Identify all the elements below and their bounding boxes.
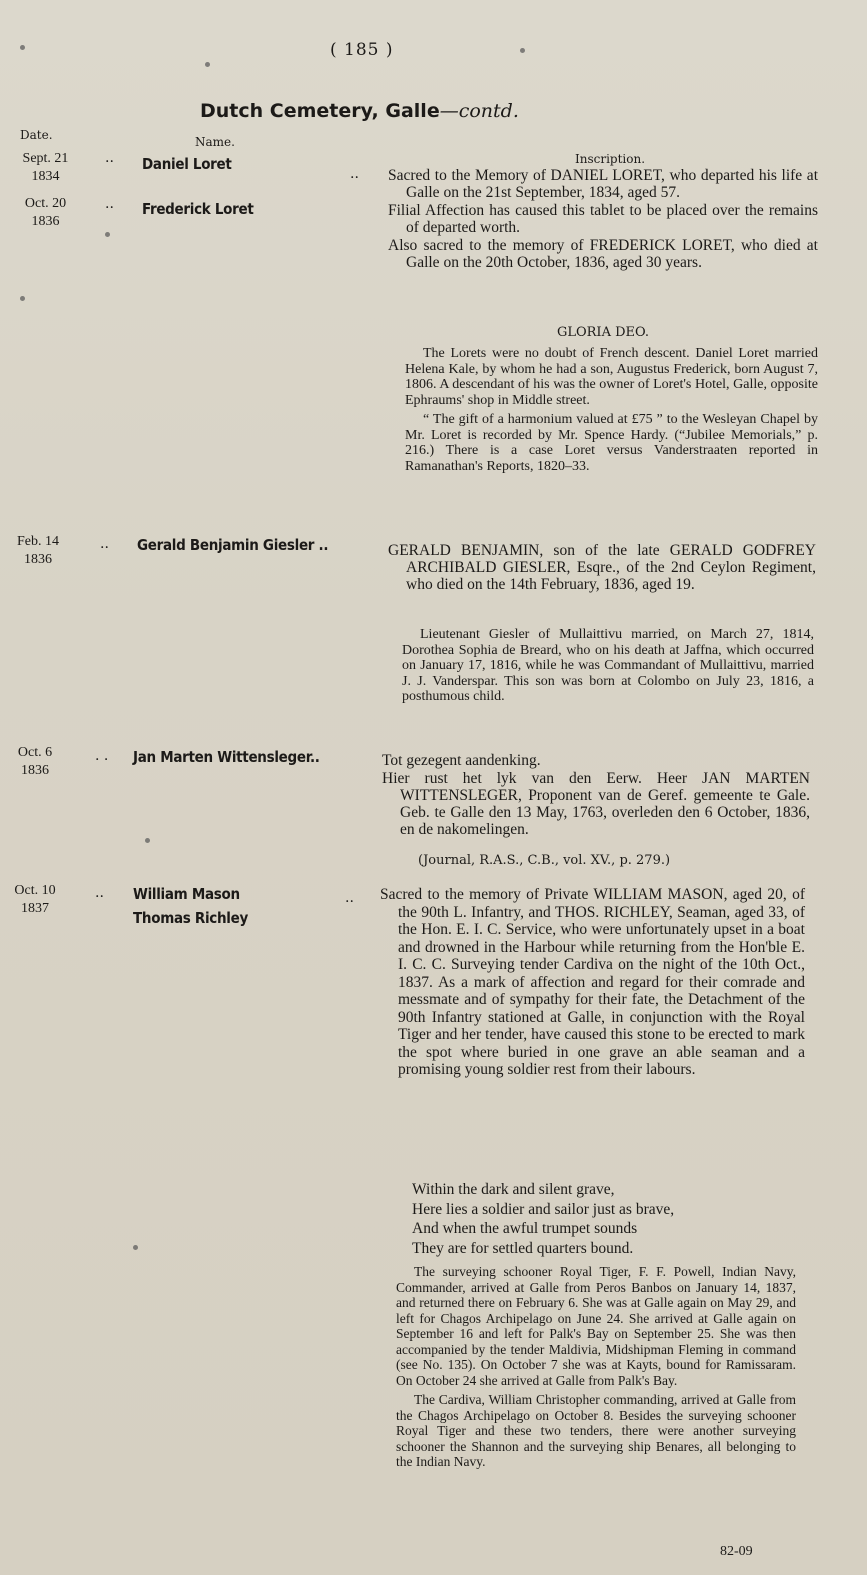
column-head-inscription: Inscription. bbox=[575, 152, 646, 166]
entry-name: Daniel Loret bbox=[142, 155, 232, 173]
paper-speck bbox=[20, 45, 25, 50]
paper-speck bbox=[133, 1245, 138, 1250]
epitaph-verse: Within the dark and silent grave, Here lies a soldier and sailor just as brave, And when the awful trumpet sounds They are for settled quarters bound. bbox=[412, 1181, 675, 1257]
entry-date: Oct. 10 1837 bbox=[14, 883, 56, 916]
inscription-closing: GLORIA DEO. bbox=[556, 325, 650, 340]
editorial-note: The surveying schooner Royal Tiger, F. F. Powell, Indian Navy, Commander, arrived at Galle from Peros Banbos on January 14, 1837, and returned there on February 6. She was at Galle again on May 29, and left for Chagos Archipelago on June 24. She arrived at Galle again on September 16 and left for Palk's Bay on September 25. She was then accompanied by the tender Maldivia, Midshipman Fleming in command (see No. 135). On October 7 she was at Kayts, bound for Ramissaram. On October 24 she arrived at Galle from Palk's Bay. The Cardiva, William Christopher commanding, arrived at Galle from the Chagos Archipelago on October 8. Besides the surveying schooner Royal Tiger and these two tenders, there were another surveying schooner the Shannon and the surveying ship Benares, all belonging to the Indian Navy. bbox=[396, 1264, 796, 1469]
leader-dots: .. bbox=[105, 150, 114, 166]
paper-speck bbox=[20, 296, 25, 301]
column-head-name: Name. bbox=[195, 135, 235, 149]
page-number: ( 185 ) bbox=[330, 40, 394, 60]
entry-name: Frederick Loret bbox=[142, 200, 254, 218]
paper-speck bbox=[145, 838, 150, 843]
inscription-block: GERALD BENJAMIN, son of the late GERALD GODFREY ARCHIBALD GIESLER, Esqre., of the 2nd Ceylon Regiment, who died on the 14th February, 1836, aged 19. bbox=[388, 542, 816, 593]
entry-date: Oct. 6 1836 bbox=[17, 745, 53, 778]
entry-name: Jan Marten Wittensleger.. bbox=[133, 748, 320, 766]
paper-speck bbox=[105, 232, 110, 237]
column-head-date: Date. bbox=[20, 128, 53, 142]
inscription-block: Sacred to the memory of Private WILLIAM MASON, aged 20, of the 90th L. Infantry, and THOS. RICHLEY, Seaman, aged 33, of the Hon. E. I. C. Service, who were unfortunately upset in a boat and drowned in the Harbour while returning from the Hon'ble E. I. C. C. Surveying tender Cardiva on the night of the 10th Oct., 1837. As a mark of affection and regard for their comrade and messmate and of sympathy for their fate, the Detachment of the 90th Infantry stationed at Galle, in conjunction with the Royal Tiger and her tender, have caused this stone to be erected to mark the spot where buried in one grave an able seaman and a promising young soldier rest from their labours. bbox=[380, 886, 805, 1078]
entry-name: William Mason bbox=[133, 885, 240, 903]
leader-dots: .. bbox=[100, 536, 109, 552]
inscription-block: Sacred to the Memory of DANIEL LORET, who departed his life at Galle on the 21st September, 1834, aged 57. Filial Affection has caused this tablet to be placed over the remains of departed worth. Also sacred to the memory of FREDERICK LORET, who died at Galle on the 20th October, 1836, aged 30 years. bbox=[388, 167, 818, 271]
journal-reference: (Journal, R.A.S., C.B., vol. XV., p. 279.) bbox=[418, 853, 671, 868]
heading-title: Dutch Cemetery, Galle bbox=[200, 100, 440, 122]
inscription-block: Tot gezegent aandenking. Hier rust het lyk van den Eerw. Heer JAN MARTEN WITTENSLEGER, Proponent van de Geref. gemeente te Gale. Geb. te Galle den 13 May, 1763, overleden den 6 October, 1836, en de nakomelingen. bbox=[382, 752, 810, 838]
heading-suffix: —contd. bbox=[439, 100, 519, 122]
editorial-note: Lieutenant Giesler of Mullaittivu married, on March 27, 1814, Dorothea Sophia de Breard, who on his death at Jaffna, which occurred on January 17, 1816, while he was Commandant of Mullaittivu, married J. J. Vanderspar. This son was born at Colombo on July 23, 1816, a posthumous child. bbox=[402, 627, 814, 704]
paper-speck bbox=[520, 48, 525, 53]
entry-name: Thomas Richley bbox=[133, 909, 248, 927]
entry-name: Gerald Benjamin Giesler .. bbox=[137, 536, 329, 554]
leader-dots: .. bbox=[350, 166, 359, 182]
leader-dots: . . bbox=[95, 748, 109, 764]
page-heading bbox=[200, 100, 519, 122]
entry-date: Sept. 21 1834 Oct. 20 1836 bbox=[22, 151, 69, 229]
leader-dots: .. bbox=[105, 196, 114, 212]
signature-mark: 82-09 bbox=[720, 1544, 753, 1559]
editorial-note: The Lorets were no doubt of French descent. Daniel Loret married Helena Kale, by whom he had a son, Augustus Frederick, born August 7, 1806. A descendant of his was the owner of Loret's Hotel, Galle, opposite Ephraums' shop in Middle street. “ The gift of a harmonium valued at £75 ” to the Wesleyan Chapel by Mr. Loret is recorded by Mr. Spence Hardy. (“Jubilee Memorials,” p. 216.) There is a case Loret versus Vanderstraaten reported in Ramanathan's Reports, 1820–33. bbox=[405, 346, 818, 474]
paper-speck bbox=[205, 62, 210, 67]
leader-dots: .. bbox=[95, 885, 104, 901]
entry-date: Feb. 14 1836 bbox=[17, 534, 59, 567]
leader-dots: .. bbox=[345, 890, 354, 906]
